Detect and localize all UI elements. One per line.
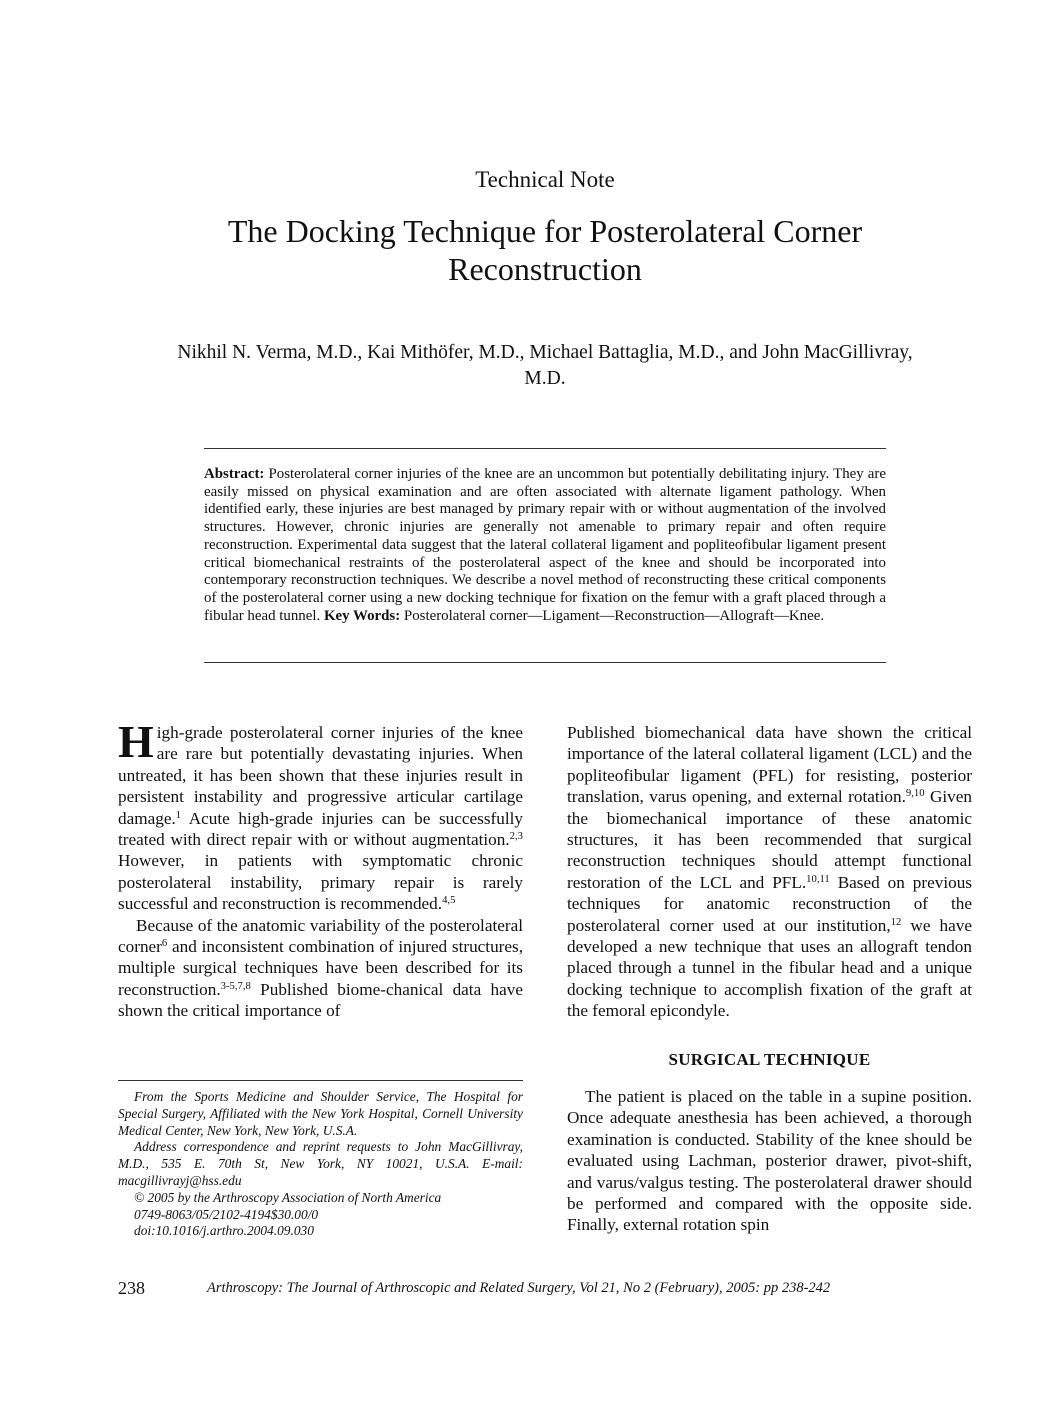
body-column-left [118,716,523,1022]
keywords-label: Key Words: [323,607,401,624]
section-label: Technical Note [475,167,615,192]
footnote-rule [118,1080,523,1081]
footnote-doi: doi:10.1016/j.arthro.2004.09.030 [134,1223,314,1239]
body-paragraph: The patient is placed on the table in a supine position. Once adequate anesthesia has been achieved, a thorough examination is conducted. Stability of the knee should be evaluated using Lachman, posterior drawer, pivot-shift, and varus/valgus testing. The posterolateral drawer should be performed and compared with the opposite side. Finally, external rotation spin [567,1087,972,1235]
citation: 6 [161,938,168,950]
citation: 12 [890,916,902,928]
footnote-correspondence: Address correspondence and reprint requests to John MacGillivray, M.D., 535 E. 70th St, New York, NY 10021, U.S.A. E-mail: macgillivrayj@hss.edu [118,1139,523,1188]
body-column-right [567,722,972,1022]
body-paragraph: Because of the anatomic variability of the posterolateral corner$^6$ and inconsistent combination of injured structures, multiple surgical techniques have been described for its reconstruction.$^{3-5,7,8}$ Published biome-chanical data have shown the critical importance of [118,915,523,1021]
body-paragraph-continued: Published biomechanical data have shown the critical importance of the lateral collateral ligament (LCL) and the popliteofibular ligament (PFL) for resisting, posterior translation, varus opening, and external rotation.$^{9,10}$ Given the biomechanical importance of these anatomic structures, it has been recommended that surgical reconstruction techniques should attempt functional restoration of the LCL and PFL.$^{10,11}$ Based on previous techniques for anatomic reconstruction of the posterolateral corner used at our institution,$^{12}$ we have developed a new technique that uses an allograft tendon placed through a tunnel in the fibular head and a unique docking technique to accomplish fixation of the graft at the femoral epicondyle. [567,723,972,1021]
section-heading: SURGICAL TECHNIQUE [668,1050,871,1069]
citation: 1 [175,809,182,821]
citation: 2,3 [509,831,523,843]
citation: 10,11 [806,873,830,885]
surgical-technique-text [567,1086,972,1236]
abstract-bottom-rule [204,662,886,663]
footnote-affiliation: From the Sports Medicine and Shoulder Service, The Hospital for Special Surgery, Affiliated with the New York Hospital, Cornell University Medical Center, New York, New York, U.S.A. [118,1089,523,1138]
drop-cap: H [118,716,154,767]
abstract-top-rule [204,448,886,449]
citation: 4,5 [442,895,456,907]
abstract [204,466,886,625]
body-text-continues: Published biome-chanical data have shown the critical importance of [118,979,523,1021]
article-title: The Docking Technique for Posterolateral Corner Reconstruction [227,213,863,287]
footnote-copyright: © 2005 by the Arthroscopy Association of North America [134,1189,442,1205]
abstract-label: Abstract: [204,466,265,482]
abstract-text: Posterolateral corner injuries of the knee are an uncommon but potentially debilitating injury. They are easily missed on physical examination and are often associated with alternate ligament pathology. When identified early, these injuries are best managed by primary repair with or without augmentation of the involved structures. However, chronic injuries are generally not amenable to primary repair and often require reconstruction. Experimental data suggest that the lateral collateral ligament and popliteofibular ligament present critical biomechanical restraints of the posterolateral aspect of the knee and should be incorporated into contemporary reconstruction techniques. We describe a novel method of reconstructing these critical components of the posterolateral corner using a new docking technique for fixation on the femur with a graft placed through a fibular head tunnel. [204,466,886,624]
footnote-issn: 0749-8063/05/2102-4194$30.00/0 [134,1206,319,1222]
intro-paragraph: High-grade posterolateral corner injuries of the knee are rare but potentially devastating injuries. When untreated, it has been shown that these injuries result in persistent instability and progressive articular cartilage damage.$^1$ Acute high-grade injuries can be successfully treated with direct repair with or without augmentation.$^{2,3}$ However, in patients with symptomatic chronic posterolateral instability, primary repair is rarely successful and reconstruction is recommended.$^{4,5}$ [118,716,523,914]
footnotes [118,1089,523,1240]
citation: 9,10 [905,788,925,800]
citation: 3-5,7,8 [220,981,251,993]
page-number: 238 [118,1278,145,1298]
keywords: Posterolateral corner—Ligament—Reconstruction—Allograft—Knee. [403,607,825,624]
journal-citation: Arthroscopy: The Journal of Arthroscopic and Related Surgery, Vol 21, No 2 (February), 2005: pp 238-242 [207,1280,831,1296]
author-list: Nikhil N. Verma, M.D., Kai Mithöfer, M.D., Michael Battaglia, M.D., and John MacGillivray, M.D. [177,342,913,389]
